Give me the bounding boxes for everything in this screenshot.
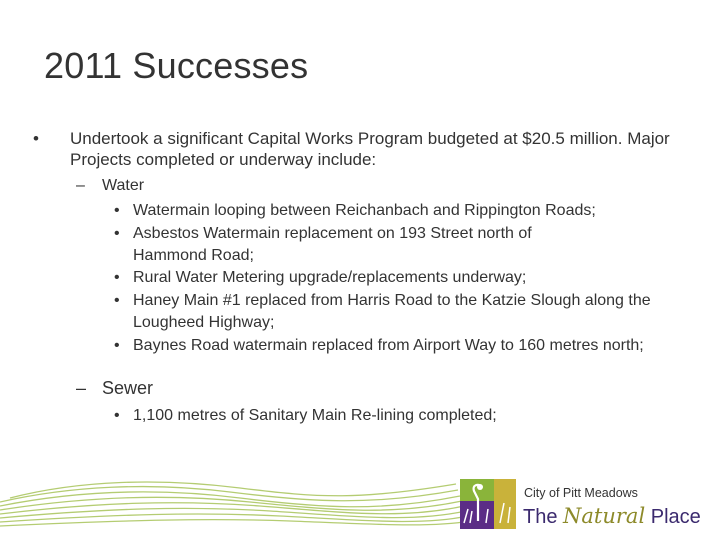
bullet-marker: • [33,129,39,148]
dash-marker: – [76,177,85,194]
sewer-heading-label: Sewer [102,378,154,398]
main-bullet-text: Undertook a significant Capital Works Program budgeted at $20.5 million. Major Projects completed or underway include: [70,129,670,169]
city-logo-icon [460,479,520,529]
bullet-marker: • [114,202,120,219]
logo-tagline [523,504,701,529]
dash-marker: – [76,378,87,398]
bullet-marker: • [114,337,120,354]
sewer-heading [76,378,153,398]
logo-tagline-natural: Natural [563,504,646,528]
logo-tagline-place: Place [650,506,701,528]
water-item: Baynes Road watermain replaced from Airport Way to 160 metres north; [133,337,644,354]
bullet-marker: • [114,225,120,242]
water-heading-label: Water [102,177,145,194]
bullet-marker: • [114,269,120,286]
water-item: Rural Water Metering upgrade/replacements underway; [133,269,527,286]
water-item: Watermain looping between Reichanbach and Rippington Roads; [133,202,596,219]
logo-city-name: City of Pitt Meadows [524,486,638,500]
bullet-marker: • [114,292,120,309]
sewer-item: 1,100 metres of Sanitary Main Re-lining completed; [133,407,497,424]
bullet-marker: • [114,407,120,424]
water-item: Haney Main #1 replaced from Harris Road to the Katzie Slough along the Lougheed Highway; [133,292,651,331]
water-item: Asbestos Watermain replacement on 193 Street north of Hammond Road; [133,225,532,264]
slide-title: 2011 Successes [44,45,309,86]
water-heading [76,176,144,196]
logo-tagline-the: The [523,506,558,528]
